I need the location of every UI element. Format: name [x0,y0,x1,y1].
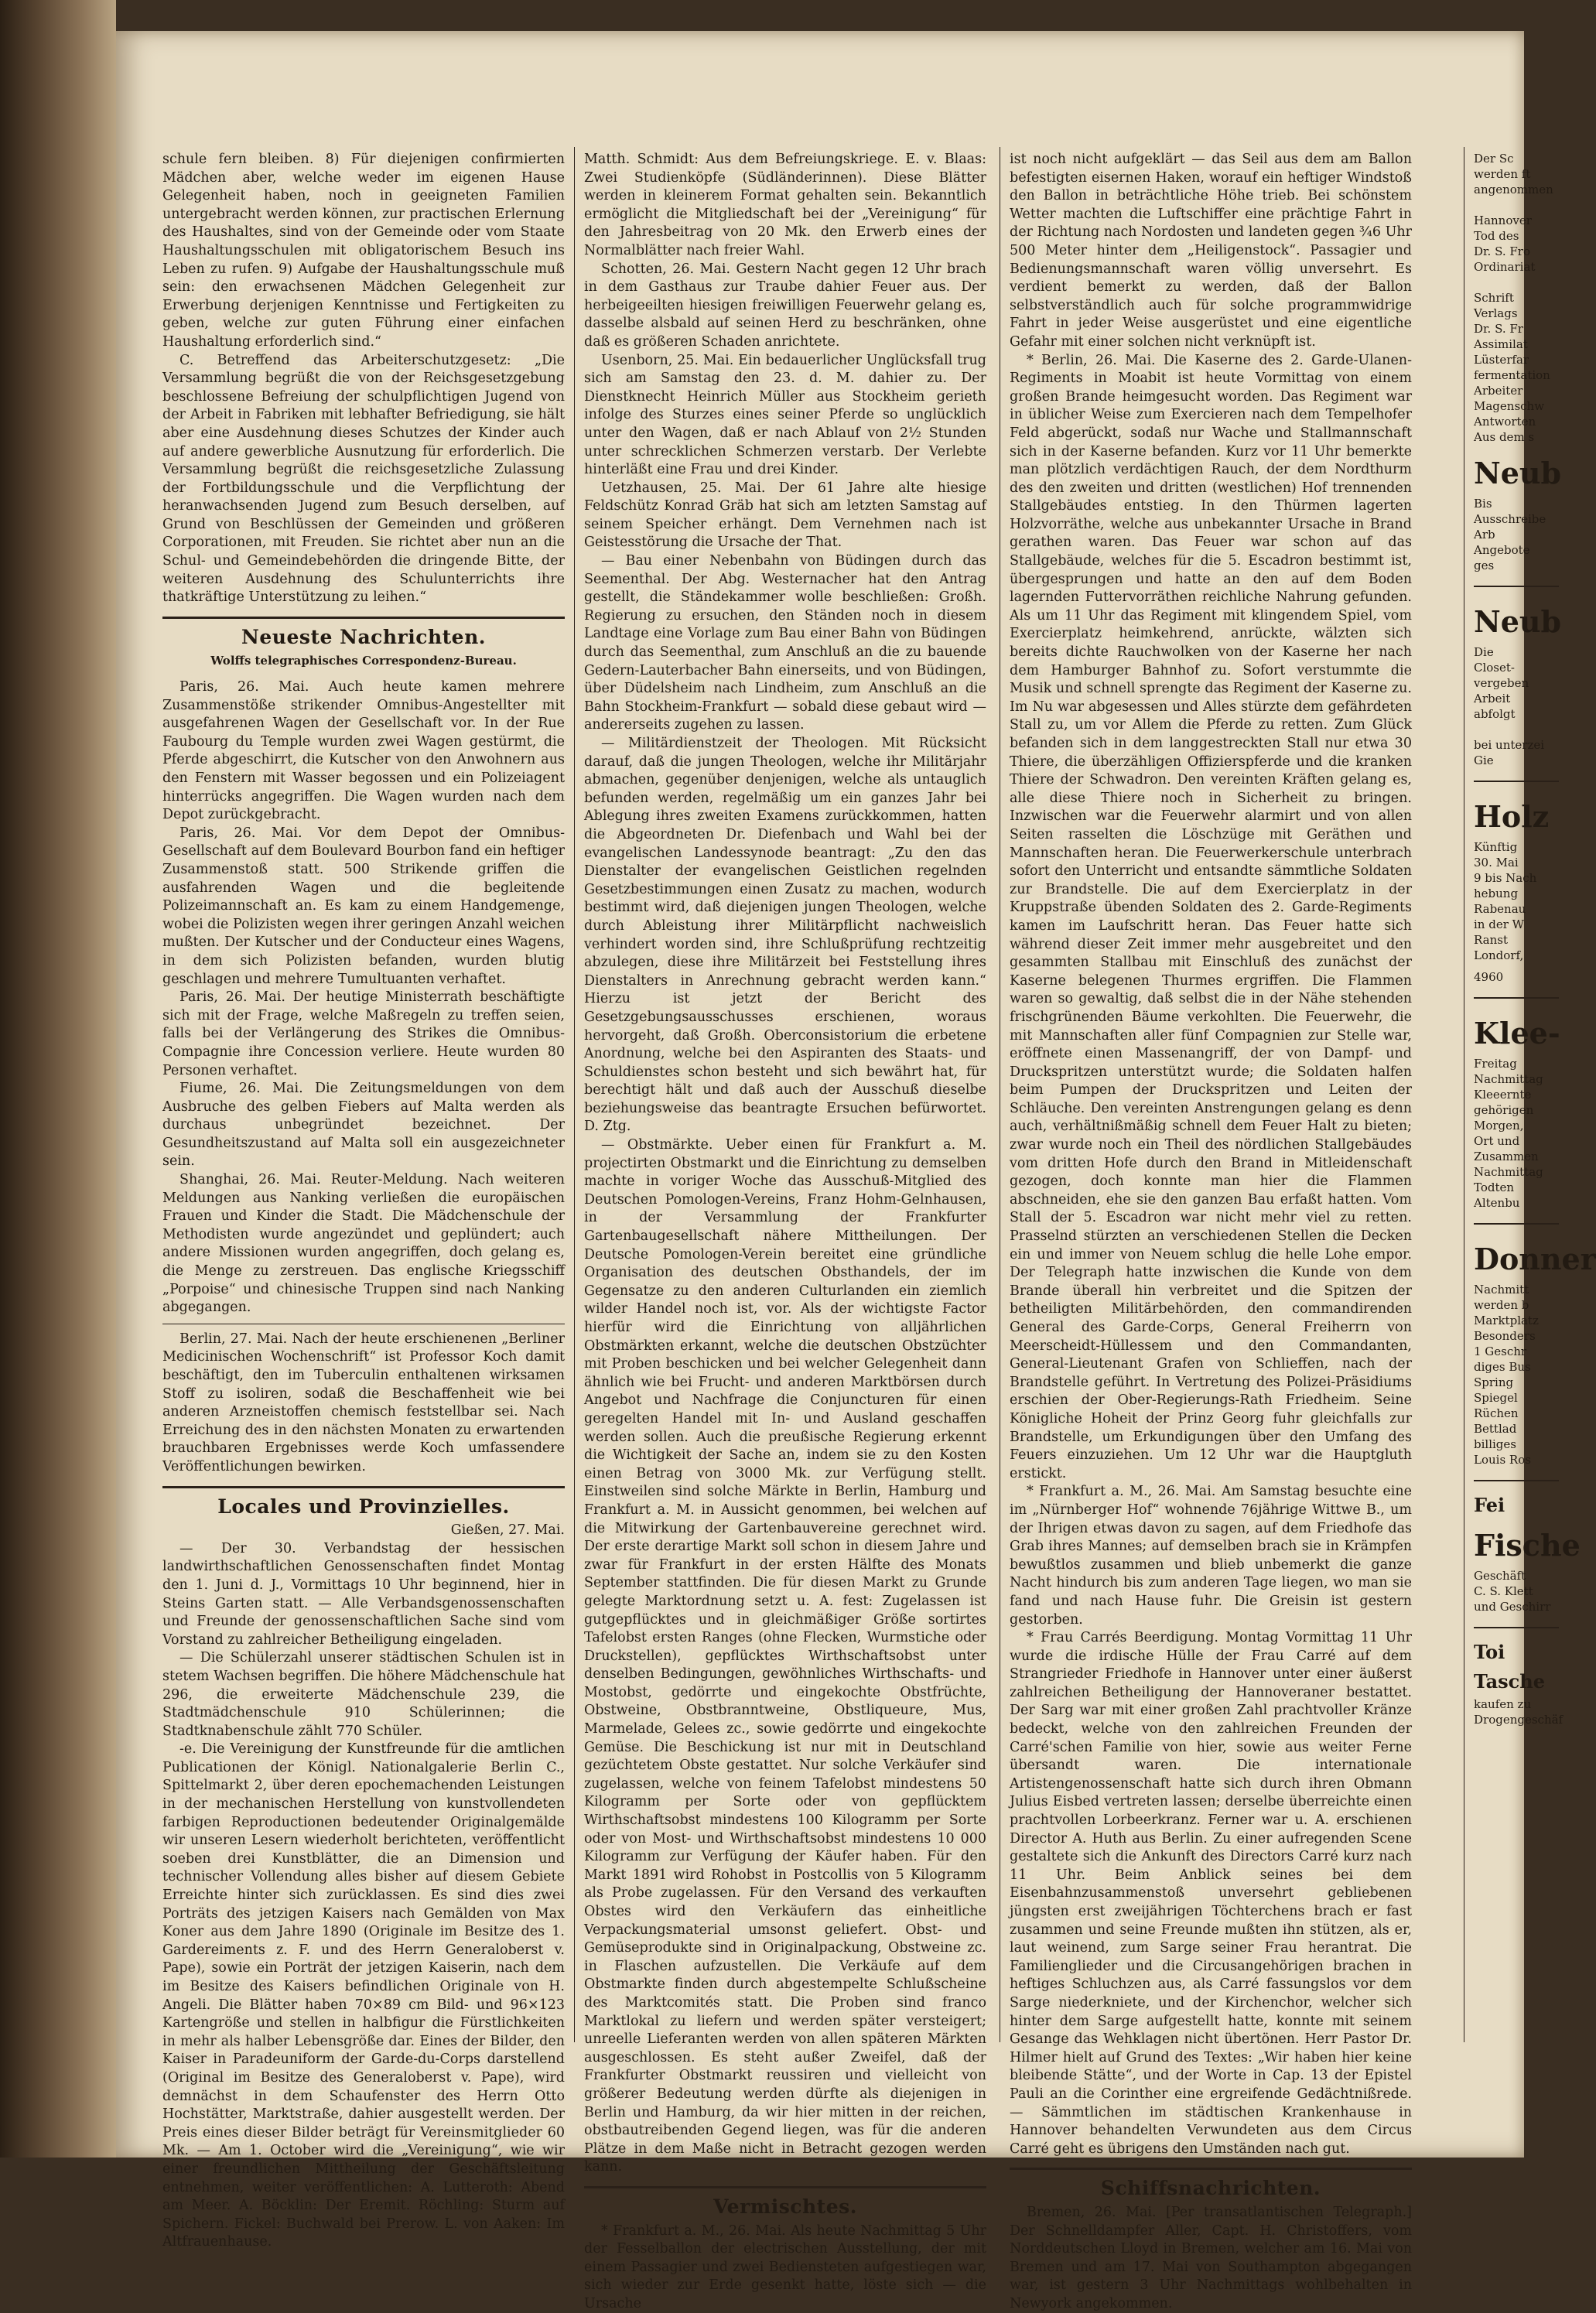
ad-line: Arbeit [1474,691,1559,706]
ad-heading: Fei [1474,1494,1559,1517]
ad-line: Schrift [1474,290,1559,306]
ad-line: kaufen zu [1474,1696,1559,1712]
article-text: schule fern bleiben. 8) Für diejenigen confirmierten Mädchen aber, welche weder im eigenen Hause Gelegenheit haben, noch in geeigneten Familien untergebracht werden können, zur practischen Erlernung des Haushaltes, sind von der Gemeinde oder vom Staate Haushaltungsschulen mit obligatorischem Besuch ins Leben zu rufen. 9) Aufgabe der Haushaltungsschule muß sein: den erwachsenen Mädchen Gelegenheit zur Erwerbung derjenigen Kenntnisse und Fertigkeiten zu geben, welche zur guten Führung einer einfachen Haushaltung erforderlich sind.“ [162,151,565,352]
section-rule [1010,2168,1412,2170]
ad-line: Louis Ros [1474,1452,1559,1467]
ad-line: vergeben [1474,675,1559,691]
ad-line: werden ft [1474,166,1559,182]
section-rule [162,1486,565,1488]
news-item: Paris, 26. Mai. Auch heute kamen mehrere Zusammenstöße strikender Omnibus-Angestellter mit ausgefahrenen Wagen der Gesellschaft vor. In der Rue Faubourg du Temple wurden zwei Wagen gestürmt, die Pferde abgeschirrt, die Kutscher von den Anwohnern aus den Fenstern mit Wasser begossen und ein Polizeiagent hinterrücks angegriffen. Die Wagen wurden nach dem Depot zurückgebracht. [162,678,565,825]
news-item: Fiume, 26. Mai. Die Zeitungsmeldungen von dem Ausbruche des gelben Fiebers auf Malta werden als durchaus unbegründet bezeichnet. Der Gesundheitszustand auf Malta soll ein ausgezeichneter sein. [162,1080,565,1171]
ad-lines [1474,151,1559,445]
ad-line: Rabenau [1474,901,1559,917]
ad-line: gehörigen [1474,1102,1559,1118]
ad-lines [1474,1568,1559,1614]
ad-line: angenommen [1474,182,1559,197]
column-2 [584,151,986,2313]
ad-line: Dr. S. Fr [1474,321,1559,337]
ad-line: Angebote [1474,542,1559,558]
misc-item: * Frau Carrés Beerdigung. Montag Vormittag 11 Uhr wurde die irdische Hülle der Frau Carré auf dem Strangrieder Friedhofe in Hannover unter einer äußerst zahlreichen Betheiligung der Hannoveraner bestattet. Der Sarg war mit einer großen Zahl prachtvoller Kränze bedeckt, welche von den zahlreichen Freunden der Carré'schen Familie von hier, sowie aus weiter Ferne übersandt waren. Die internationale Artistengenossenschaft hatte sich durch ihren Obmann Julius Eisbed vertreten lassen; derselbe überreichte einen prachtvollen Lorbeerkranz. Ferner war u. A. erschienen Director A. Huth aus Berlin. Zu einer aufregenden Scene gestaltete sich die Ankunft des Directors Carré kurz nach 11 Uhr. Beim Anblick seines bei dem Eisenbahnzusammenstoß unversehrt gebliebenen jüngsten erst zweijährigen Töchterchens brach er fast zusammen und seine Freunde mußten ihn stützen, als er, laut weinend, zum Sarge seiner Frau herantrat. Die Familienglieder und die Circusangehörigen brachen in heftiges Schluchzen aus, als Carré fassungslos vor dem Sarge niederkniete, und der Kirchenchor, welcher sich hinter dem Sarge aufgestellt hatte, konnte mit seinem Gesange das Wehklagen nicht übertönen. Herr Pastor Dr. Hilmer hielt auf Grund des Textes: „Wir haben hier keine bleibende Stätte“, und der Worte in Cap. 13 der Epistel Pauli an die Corinther eine ergreifende Gedächtnißrede. — Sämmtlichen im städtischen Krankenhause in Hannover behandelten Verwundeten aus dem Circus Carré geht es übrigens den Umständen nach gut. [1010,1629,1412,2158]
ad-line [1474,275,1559,290]
local-item: — Militärdienstzeit der Theologen. Mit Rücksicht darauf, daß die jungen Theologen, welche ihr Militärjahr abmachen, gegenüber denjenigen, welche als untauglich befunden werden, regelmäßig um ein ganzes Jahr bei Ablegung ihres zweiten Examens zurückkommen, hatten die Abgeordneten Dr. Diefenbach und Wahl bei der evangelischen Landessynode beantragt: „Zu den das Dienstalter der evangelischen Geistlichen regelnden Gesetzbestimmungen einen Zusatz zu machen, wodurch bestimmt wird, daß diejenigen jungen Theologen, welche durch Ableistung ihrer Militärpflicht nachweislich verhindert worden sind, ihre Schlußprüfung rechtzeitig abzulegen, diese ihre Militärzeit bei Feststellung ihres Dienstalters in Anrechnung gebracht werden kann.“ Hierzu ist jetzt der Bericht des Gesetzgebungsausschusses erschienen, woraus hervorgeht, daß Großh. Oberconsistorium die erbetene Anordnung, welche bei den Aspiranten des Staats- und Schuldienstes schon besteht und sich bewährt hat, für berechtigt hält und daß auch der Ausschuß dieselbe beziehungsweise das beantragte Ersuchen befürwortet. D. Ztg. [584,735,986,1136]
ad-line: 9 bis Nach [1474,870,1559,886]
ad-lines [1474,644,1559,768]
ad-heading: Donner [1474,1242,1559,1277]
ad-heading: Neub [1474,604,1559,640]
ad-lines [1474,1696,1559,1727]
section-rule [584,2186,986,2188]
misc-item: * Frankfurt a. M., 26. Mai. Am Samstag besuchte eine im „Nürnberger Hof“ wohnende 76jährige Wittwe B., um der Ihrigen etwas davon zu sagen, auf dem Friedhofe das Grab ihres Mannes; auf demselben brach sie in Krämpfen bewußtlos zusammen und blieb unbemerkt die ganze Nacht hindurch bis zum anderen Tage liegen, wo man sie fand und nach Hause fuhr. Die Greisin ist gestern gestorben. [1010,1483,1412,1629]
ad-heading: Fische [1474,1528,1559,1563]
misc-item: * Frankfurt a. M., 26. Mai. Als heute Nachmittag 5 Uhr der Fesselballon der electrischen Ausstellung, der mit einem Passagier und zwei Bediensteten aufgestiegen war, sich wieder zur Erde gesenkt hatte, löste sich — die Ursache [584,2222,986,2313]
column-1 [162,151,565,2252]
ad-line: Ordinariat [1474,259,1559,275]
ad-line: Arb [1474,527,1559,542]
ad-line: 30. Mai [1474,855,1559,870]
ad-line: Hannover [1474,213,1559,228]
ad-line: Besonders [1474,1328,1559,1344]
ad-heading: Klee- [1474,1016,1559,1051]
ad-heading: Tasche [1474,1670,1559,1693]
ad-line: Nachmitt [1474,1282,1559,1297]
article-text: ist noch nicht aufgeklärt — das Seil aus dem am Ballon befestigten eisernen Haken, worauf ein heftiger Windstoß den Ballon in beträchtliche Höhe trieb. Bei schönstem Wetter machten die Luftschiffer eine prächtige Fahrt in der Richtung nach Nordosten und landeten gegen ¾6 Uhr 500 Meter hinter dem „Heiligenstock“. Passagier und Bedienungsmannschaft waren völlig unversehrt. Es verdient bemerkt zu werden, daß der Ballon selbstverständlich auch für solche programmwidrige Fahrt in jeder Weise ausgerüstet und eine eigentliche Gefahr mit einer solchen nicht verknüpft ist. [1010,151,1412,352]
section-heading-misc: Vermischtes. [584,2198,986,2216]
local-item: — Bau einer Nebenbahn von Büdingen durch das Seementhal. Der Abg. Westernacher hat den Antrag gestellt, die Ständekammer wolle beschließen: Großh. Regierung zu ersuchen, den Ständen noch in diesem Landtage eine Vorlage zum Bau einer Bahn von Büdingen durch das Seementhal, zum Anschluß an die zu bauende Gedern-Lauterbacher Bahn einerseits, und von Büdingen, über Düdelsheim nach Lindheim, zum Anschluß an die Bahn Stockheim-Frankfurt — sobald diese gebaut wird — andererseits zugehen zu lassen. [584,552,986,735]
ad-line: Freitag [1474,1056,1559,1071]
ad-lines [1474,496,1559,573]
ad-line: und Geschirr [1474,1599,1559,1614]
ad-line: Gie [1474,753,1559,768]
article-text: C. Betreffend das Arbeiterschutzgesetz: „Die Versammlung begrüßt die von der Reichsgesetzgebung beschlossene Befreiung der schulpflichtigen Jugend von der Arbeit in Fabriken mit lebhafter Befriedigung, sie hält aber eine Ausdehnung dieses Schutzes der Kinder auch auf andere gewerbliche Ausnutzung für erforderlich. Die Versammlung begrüßt die reichsgesetzliche Zulassung der Fortbildungsschule und die Verpflichtung der heranwachsenden Jugend zum Besuch derselben, auf Grund von Beschlüssen der Gemeinden und größeren Corporationen, mit Freuden. Sie richtet aber nun an die Schul- und Gemeindebehörden die dringende Bitte, der weiteren Ausdehnung des Schulunterrichts ihre thatkräftige Unterstützung zu leihen.“ [162,352,565,607]
ad-line: Closet- [1474,660,1559,675]
news-item: Berlin, 27. Mai. Nach der heute erschienenen „Berliner Medicinischen Wochenschrift“ ist Professor Koch damit beschäftigt, den im Tuberculin enthaltenen wirksamen Stoff zu isoliren, sodaß die Beschaffenheit wie bei anderen Arzneistoffen chemisch feststellbar sei. Nach Erreichung des in den nächsten Monaten zu erwartenden brauchbaren Ergebnisses werde Koch umfassendere Veröffentlichungen bewirken. [162,1331,565,1477]
ad-lines [1474,839,1559,963]
book-binding-edge [0,0,116,2158]
ad-line: Künftig [1474,839,1559,855]
news-item: Paris, 26. Mai. Der heutige Ministerrath beschäftigte sich mit der Frage, welche Maßregeln zu treffen seien, falls bei der Verlängerung des Strikes die Omnibus-Compagnie ihre Concession verliere. Heute wurden 80 Personen verhaftet. [162,989,565,1080]
ad-heading: Holz [1474,799,1559,835]
news-item: Shanghai, 26. Mai. Reuter-Meldung. Nach weiteren Meldungen aus Nanking verließen die europäischen Frauen und Kinder die Stadt. Die Mädchenschule der Methodisten wurde angezündet und geplündert; auch andere Missionen wurden angegriffen, doch gelang es, die Menge zu zerstreuen. Das englische Kriegsschiff „Porpoise“ und chinesische Truppen sind nach Nanking abgegangen. [162,1171,565,1317]
ad-lines [1474,1056,1559,1211]
section-subheading: Wolffs telegraphisches Correspondenz-Bureau. [162,652,565,671]
ad-line: Ranst [1474,932,1559,948]
ad-line: Londorf, [1474,948,1559,963]
section-heading-local: Locales und Provinzielles. [162,1498,565,1516]
ad-line: Antworten [1474,414,1559,429]
ad-line: hebung [1474,886,1559,901]
misc-item: * Berlin, 26. Mai. Die Kaserne des 2. Garde-Ulanen-Regiments in Moabit ist heute Vormittag von einem großen Brande heimgesucht worden. Das Regiment war in üblicher Weise zum Exercieren nach dem Tempelhofer Feld abgerückt, sodaß nur Wache und Stallmannschaft sich in der Kaserne befanden. Kurz vor 11 Uhr bemerkte man plötzlich verdächtigen Rauch, der dem Nordthurm des den zweiten und dritten (westlichen) Hof trennenden Stallgebäudes entstieg. In den Thürmen lagerten Holzvorräthe, welche aus unbekannter Ursache in Brand gerathen waren. Das Feuer war schon auf das Stallgebäude, welches für die 5. Escadron bestimmt ist, übergesprungen und hatte an den auf dem Boden lagernden Futtervorräthen reichliche Nahrung gefunden. Als um 11 Uhr das Regiment mit klingendem Spiel, vom Exercierplatz heimkehrend, anrückte, wälzten sich bereits dichte Rauchwolken von der Kaserne her nach dem Hamburger Bahnhof zu. Sofort verstummte die Musik und schnell sprengte das Regiment der Kaserne zu. Im Nu war abgesessen und Alles stürzte dem gefährdeten Stall zu, um vor Allem die Pferde zu retten. Zum Glück befanden sich in dem langgestreckten Stall nur etwa 30 Thiere, die überzähligen Offizierspferde und die kranken Thiere der Schwadron. Den vereinten Kräften gelang es, alle diese Thiere noch in Sicherheit zu bringen. Inzwischen war die Feuerwehr alarmirt und von allen Seiten rasselten die Löschzüge mit Geräthen und Mannschaften heran. Die Feuerwerkerschule unterbrach sofort den Unterricht und entsandte sämmtliche Soldaten zur Brandstelle. Die auf dem Exercierplatz in der Kruppstraße übenden Soldaten des 2. Garde-Regiments kamen im Laufschritt heran. Das Feuer hatte sich während dieser Zeit immer mehr ausgebreitet und den gesammten Stallbau mit Einschluß des zunächst der Kaserne belegenen Thurmes ergriffen. Die Flammen waren so gewaltig, daß selbst die in der Nähe stehenden frischgrünenden Bäume verkohlten. Die Feuerwehr, die mit Mannschaften aller fünf Compagnien zur Stelle war, eröffnete einen Massenangriff, der von Dampf- und Druckspritzen unterstützt wurde; die Soldaten halfen beim Pumpen der Druckspritzen und Leiten der Schläuche. Den vereinten Anstrengungen gelang es denn auch, verhältnißmäßig schnell dem Feuer Halt zu bieten; zwar wurde noch ein Theil des nördlichen Stallgebäudes vom dritten Hofe durch den Brand in Mitleidenschaft gezogen, doch konnte man hier die Flammen abschneiden, ehe sie den ganzen Bau erfaßt hatten. Vom Stall der 5. Escadron war nicht mehr viel zu retten. Prasselnd stürzten an verschiedenen Stellen die Decken ein und immer von Neuem schlug die helle Lohe empor. Der Telegraph hatte inzwischen die Kunde von dem Brande überall hin verbreitet und die Spitzen der betheiligten Militärbehörden, den commandirenden General des Garde-Corps, General Freiherrn von Meerscheidt-Hüllessem und den Commandanten, General-Lieutenant Grafen von Schlieffen, nach der Brandstelle geführt. In Vertretung des Polizei-Präsidiums erschien der Ober-Regierungs-Rath Friedheim. Seine Königliche Hoheit der Prinz Georg fuhr gleichfalls zur Brandstelle, um Erkundigungen über den Umfang des Feuers einzuziehen. Um 12 Uhr war die Hauptgluth erstickt. [1010,352,1412,1484]
advertisement-strip [1474,151,1559,2046]
ad-line: Aus dem s [1474,429,1559,445]
ad-line: Bis [1474,496,1559,511]
ad-line: Todten [1474,1180,1559,1195]
ad-line: Arbeiter [1474,383,1559,398]
ad-line: diges Bus [1474,1359,1559,1375]
ad-line: ges [1474,558,1559,573]
ad-line: Altenbu [1474,1195,1559,1211]
ad-line: fermentation [1474,367,1559,383]
ad-line: Kleeernte [1474,1087,1559,1102]
column-3 [1010,151,1412,2313]
ad-line: Drogengeschäf [1474,1712,1559,1727]
dateline: Gießen, 27. Mai. [162,1522,565,1540]
ad-line: Ausschreibe [1474,511,1559,527]
ad-line: Morgen, [1474,1118,1559,1133]
ad-line: Die [1474,644,1559,660]
ad-heading: Neub [1474,456,1559,491]
section-heading-ships: Schiffsnachrichten. [1010,2179,1412,2198]
ad-line: Spring [1474,1375,1559,1390]
ad-line: Lüsterfar [1474,352,1559,367]
ad-line: 1 Geschr [1474,1344,1559,1359]
ad-line: werden b [1474,1297,1559,1313]
section-rule [162,617,565,619]
ad-line [1474,197,1559,213]
local-item: — Der 30. Verbandstag der hessischen landwirthschaftlichen Genossenschaften findet Montag den 1. Juni d. J., Vormittags 10 Uhr beginnend, hier in Steins Garten statt. — Alle Verbandsgenossenschaften und Freunde der genossenschaftlichen Sache sind vom Vorstand zu zahlreicher Betheiligung eingeladen. [162,1540,565,1650]
ad-heading: Toi [1474,1641,1559,1664]
ad-line: Der Sc [1474,151,1559,166]
ad-line: abfolgt [1474,706,1559,722]
ad-number: 4960 [1474,969,1559,985]
ad-line: Rüchen [1474,1406,1559,1421]
ad-line: Magenschw [1474,398,1559,414]
article-text: Matth. Schmidt: Aus dem Befreiungskriege. E. v. Blaas: Zwei Studienköpfe (Südländerinnen). Diese Blätter werden in kleinerem Format gehalten sein. Bekanntlich ermöglicht die Mitgliedschaft bei der „Vereinigung“ für den Jahresbeitrag von 20 Mk. den Erwerb eines der Normalblätter nach freier Wahl. [584,151,986,261]
local-item: — Obstmärkte. Ueber einen für Frankfurt a. M. projectirten Obstmarkt und die Einrichtung zu demselben machte in voriger Woche das Ausschuß-Mitglied des Deutschen Pomologen-Vereins, Franz Hohm-Gelnhausen, in der Versammlung der Frankfurter Gartenbaugesellschaft nähere Mittheilungen. Der Deutsche Pomologen-Verein bereitet eine gründliche Organisation des deutschen Obsthandels, der im Gegensatze zu den anderen Culturlanden ein ziemlich wilder Handel noch ist, vor. Als der wichtigste Factor hierfür wird die Einrichtung von alljährlichen Obstmärkten erkannt, welche die deutschen Obstzüchter mit Proben beschicken und bei welcher Gelegenheit dann ähnlich wie bei Frucht- und anderen Marktbörsen durch Angebot und Nachfrage die Conjuncturen für einen geregelten Handel mit In- und Ausland geschaffen werden sollen. Auch die preußische Regierung erkennt die Wichtigkeit der Sache an, indem sie zu den Kosten einen Betrag von 3000 Mk. zur Verfügung stellt. Einstweilen sind solche Märkte in Berlin, Hamburg und Frankfurt a. M. in Aussicht genommen, bei welchen auf die Mitwirkung der Gartenbauvereine gerechnet wird. Der erste derartige Markt soll schon in diesem Jahre und zwar für Frankfurt in der ersten Hälfte des Monats September stattfinden. Die für diesen Markt zu Grunde gelegte Marktordnung setzt u. A. fest: Zugelassen ist gutgepflücktes und in gleichmäßiger Größe sortirtes Tafelobst ersten Ranges (ohne Flecken, Wurmstiche oder Druckstellen), gepflücktes Wirthschaftsobst unter denselben Bedingungen, gewöhnliches Wirthschafts- und Mostobst, gedörrte und eingekochte Obstfrüchte, Obstweine, Obstbranntweine, Obstliqueure, Mus, Marmelade, Gelees zc., sowie gedörrte und eingekochte Gemüse. Die Beschickung ist nur mit in Deutschland gezüchtetem Obste gestattet. Nur solche Verkäufer sind zugelassen, welche von feinem Tafelobst mindestens 50 Kilogramm per Sorte oder von gepflücktem Wirthschaftsobst mindestens 100 Kilogramm per Sorte oder von Most- und Wirthschaftsobst mindestens 10 000 Kilogramm zur Verfügung der Käufer haben. Für den Markt 1891 wird Rohobst in Postcollis von 5 Kilogramm als Probe zugelassen. Für den Versand des verkauften Obstes wird den Verkäufern das einheitliche Verpackungsmaterial umsonst geliefert. Obst- und Gemüseprodukte sind in Originalpackung, Obstweine zc. in Flaschen aufzustellen. Die Verkäufe auf dem Obstmarkte finden durch abgestempelte Schlußscheine des Marktcomités statt. Die Proben sind franco Marktlokal zu liefern und werden später versteigert; unreelle Lieferanten werden von allen späteren Märkten ausgeschlossen. Es steht außer Zweifel, daß der Frankfurter Obstmarkt reussiren und vielleicht von größerer Bedeutung werden dürfte als diejenigen in Berlin und Hamburg, da wir hier mitten in der reichen, obstbautreibenden Gegend liegen, was für die anderen Plätze in dem Maße nicht in Betracht gezogen werden kann. [584,1136,986,2177]
column-divider [574,147,575,2042]
ad-line: Spiegel [1474,1390,1559,1406]
ad-line: Verlags [1474,306,1559,321]
ad-line: bei unterzei [1474,737,1559,753]
local-item: -e. Die Vereinigung der Kunstfreunde für die amtlichen Publicationen der Königl. Nationalgalerie Berlin C., Spittelmarkt 2, über deren epochemachenden Leistungen in der mechanischen Herstellung von kunstvollendeten farbigen Reproductionen bedeutender Originalgemälde wir unseren Lesern wiederholt berichteten, veröffentlicht soeben drei Kunstblätter, die an Dimension und technischer Vollendung alles bisher auf diesem Gebiete Erreichte hinter sich zurücklassen. Es sind dies zwei Porträts des jetzigen Kaisers nach Gemälden von Max Koner aus dem Jahre 1890 (Originale im Besitze des 1. Gardereiments z. F. und des Herrn Generaloberst v. Pape), sowie ein Porträt der jetzigen Kaiserin, nach dem im Besitze des Kaisers befindlichen Originale von H. Angeli. Die Blätter haben 70×89 cm Bild- und 96×123 Kartengröße und stellen in halbfigur die Fürstlichkeiten in mehr als halber Lebensgröße dar. Eines der Bilder, den Kaiser in Paradeuniform der Garde-du-Corps darstellend (Original im Besitze des Generaloberst v. Pape), wird demnächst in dem Schaufenster des Herrn Otto Hochstätter, Marktstraße, dahier ausgestellt werden. Der Preis eines dieser Bilder beträgt für Vereinsmitglieder 60 Mk. — Am 1. October wird die „Vereinigung“, wie wir einer freundlichen Mittheilung der Geschäftsleitung entnehmen, weiter veröffentlichen: A. Lutteroth: Abend am Meer. A. Böcklin: Der Eremit. Röchling: Sturm auf Spichern. Fickel: Buchwald bei Prerow. L. von Aaken: Im Altfrauenhause. [162,1741,565,2252]
ad-line: Nachmittag [1474,1164,1559,1180]
section-heading-news: Neueste Nachrichten. [162,628,565,647]
ad-line: billiges [1474,1437,1559,1452]
local-item: Usenborn, 25. Mai. Ein bedauerlicher Unglücksfall trug sich am Samstag den 23. d. M. dahier zu. Der Dienstknecht Heinrich Müller aus Stockheim gerieth infolge des Sturzes eines seiner Pferde so unglücklich unter den Wagen, daß er nach Ablauf von 2½ Stunden unter schrecklichen Schmerzen verstarb. Der Verlebte hinterläßt eine Frau und drei Kinder. [584,352,986,480]
ad-line: Dr. S. Fro [1474,244,1559,259]
ad-line: Ort und [1474,1133,1559,1149]
local-item: Uetzhausen, 25. Mai. Der 61 Jahre alte hiesige Feldschütz Konrad Gräb hat sich am letzten Samstag auf seinem Speicher erhängt. Dem Vernehmen nach ist Geistesstörung die Ursache der That. [584,480,986,552]
ship-item: Bremen, 26. Mai. [Per transatlantischen Telegraph.] Der Schnelldampfer Aller, Capt. H. Christoffers, vom Norddeutschen Lloyd in Bremen, welcher am 16. Mai von Bremen und am 17. Mai von Southampton abgegangen war, ist gestern 3 Uhr Nachmittags wohlbehalten in Newyork angekommen. [1010,2204,1412,2313]
ad-line: Zusammen [1474,1149,1559,1164]
ad-line: Assimilat [1474,337,1559,352]
ad-lines [1474,1282,1559,1467]
ad-line: Tod des [1474,228,1559,244]
local-item: Schotten, 26. Mai. Gestern Nacht gegen 12 Uhr brach in dem Gasthaus zur Traube dahier Feuer aus. Der herbeigeeilten hiesigen freiwilligen Feuerwehr gelang es, dasselbe alsbald auf seinen Herd zu beschränken, ohne daß es größeren Schaden anrichtete. [584,261,986,352]
ad-line: Bettlad [1474,1421,1559,1437]
news-item: Paris, 26. Mai. Vor dem Depot der Omnibus-Gesellschaft auf dem Boulevard Bourbon fand ein heftiger Zusammenstoß statt. 500 Strikende griffen die ausfahrenden Wagen und die begleitende Polizeimannschaft an. Es kam zu einem Handgemenge, wobei die Polizisten wegen ihrer geringen Anzahl weichen mußten. Der Kutscher und der Conducteur eines Wagens, in dem sich Polizisten befanden, wurden blutig geschlagen und mehrere Tumultuanten verhaftet. [162,825,565,989]
local-item: — Die Schülerzahl unserer städtischen Schulen ist in stetem Wachsen begriffen. Die höhere Mädchenschule hat 296, die erweiterte Mädchenschule 239, die Stadtmädchenschule 910 Schülerinnen; die Stadtknabenschule zählt 770 Schüler. [162,1649,565,1741]
ad-line: Marktplatz [1474,1313,1559,1328]
ad-line: C. S. Klett [1474,1584,1559,1599]
ad-line: Geschäft [1474,1568,1559,1584]
ad-line: Nachmittag [1474,1071,1559,1087]
ad-line [1474,722,1559,737]
ad-line: in der W [1474,917,1559,932]
